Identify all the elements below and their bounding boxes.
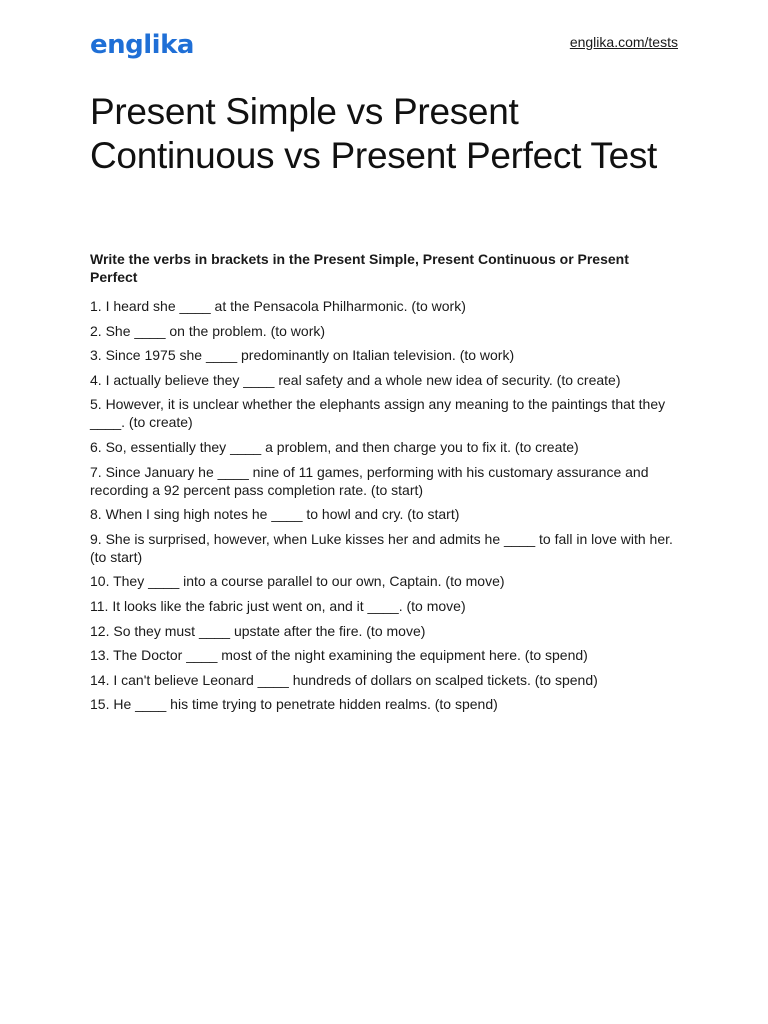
englika-logo[interactable]: englika — [90, 30, 194, 60]
question-item: 3. Since 1975 she ____ predominantly on Italian television. (to work) — [90, 347, 515, 364]
question-item: 10. They ____ into a course parallel to our own, Captain. (to move) — [90, 573, 505, 590]
page-header — [90, 28, 678, 64]
question-item: 4. I actually believe they ____ real safety and a whole new idea of security. (to create) — [90, 371, 621, 388]
question-item: 5. However, it is unclear whether the elephants assign any meaning to the paintings that they ____. (to create) — [90, 396, 666, 431]
question-item: 6. So, essentially they ____ a problem, and then charge you to fix it. (to create) — [90, 438, 579, 455]
question-item: 9. She is surprised, however, when Luke kisses her and admits he ____ to fall in love with her. (to start) — [90, 530, 673, 565]
page-title: Present Simple vs Present Continuous vs Present Perfect Test — [90, 91, 658, 176]
question-item: 1. I heard she ____ at the Pensacola Philharmonic. (to work) — [90, 298, 466, 314]
question-item: 15. He ____ his time trying to penetrate hidden realms. (to spend) — [90, 696, 498, 713]
instructions: Write the verbs in brackets in the Present Simple, Present Continuous or Present Perfect — [90, 251, 629, 285]
question-item: 2. She ____ on the problem. (to work) — [90, 322, 326, 339]
question-item: 8. When I sing high notes he ____ to howl and cry. (to start) — [90, 506, 460, 523]
question-item: 14. I can't believe Leonard ____ hundreds of dollars on scalped tickets. (to spend) — [90, 671, 598, 688]
question-item: 7. Since January he ____ nine of 11 games, performing with his customary assurance and recording a 92 percent pass completion rate. (to start) — [90, 463, 649, 498]
site-link[interactable]: englika.com/tests — [569, 34, 678, 50]
question-item: 11. It looks like the fabric just went on, and it ____. (to move) — [90, 597, 466, 614]
question-list — [90, 297, 682, 720]
question-item: 12. So they must ____ upstate after the fire. (to move) — [90, 622, 426, 639]
question-item: 13. The Doctor ____ most of the night examining the equipment here. (to spend) — [90, 647, 588, 664]
